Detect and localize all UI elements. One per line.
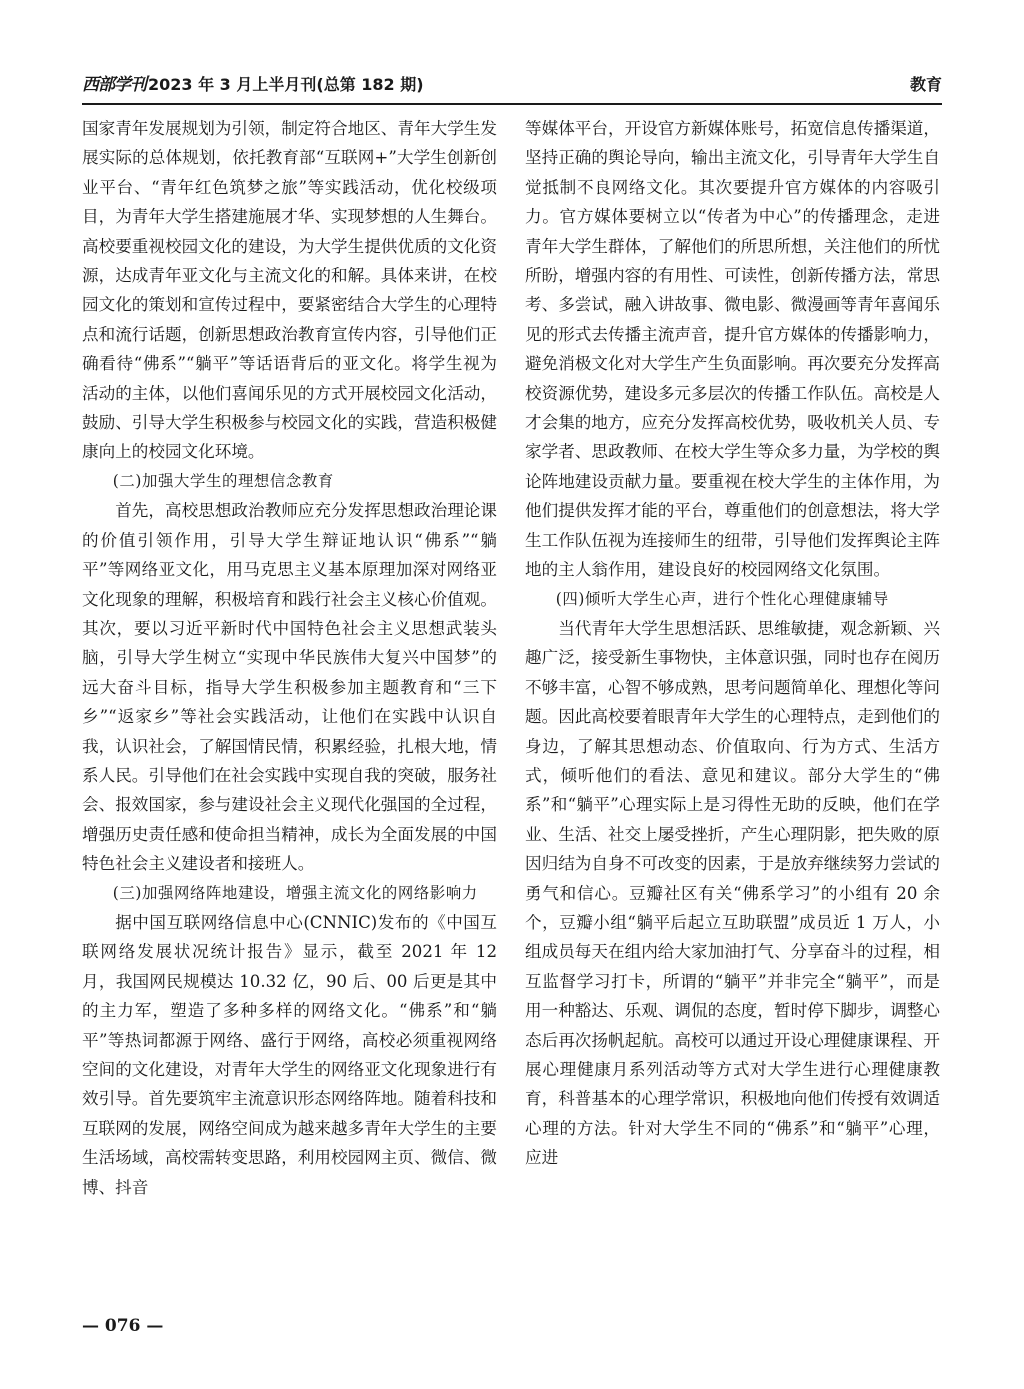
running-header: [82, 72, 942, 104]
paragraph: 等媒体平台，开设官方新媒体账号，拓宽信息传播渠道，坚持正确的舆论导向，输出主流文化，引导青年大学生自觉抵制不良网络文化。其次要提升官方媒体的内容吸引力。官方媒体要树立以“传者为中心”的传播理念，走进青年大学生群体，了解他们的所思所想，关注他们的所忧所盼，增强内容的有用性、可读性，创新传播方法，常思考、多尝试，融入讲故事、微电影、微漫画等青年喜闻乐见的形式去传播主流声音，提升官方媒体的传播影响力，避免消极文化对大学生产生负面影响。再次要充分发挥高校资源优势，建设多元多层次的传播工作队伍。高校是人才会集的地方，应充分发挥高校优势，吸收机关人员、专家学者、思政教师、在校大学生等众多力量，为学校的舆论阵地建设贡献力量。要重视在校大学生的主体作用，为他们提供发挥才能的平台，尊重他们的创意想法，将大学生工作队伍视为连接师生的纽带，引导他们发挥舆论主阵地的主人翁作用，建设良好的校园网络文化氛围。: [525, 119, 940, 580]
paragraph: 据中国互联网络信息中心(CNNIC)发布的《中国互联网络发展状况统计报告》显示，截至 2021 年 12 月，我国网民规模达 10.32 亿，90 后、00 后更是其中的主力军，塑造了多种多样的网络文化。“佛系”和“躺平”等热词都源于网络、盛行于网络，高校必须重视网络空间的文化建设，对青年大学生的网络亚文化现象进行有效引导。首先要筑牢主流意识形态网络阵地。随着科技和互联网的发展，网络空间成为越来越多青年大学生的主要生活场域，高校需转变思路，利用校园网主页、微信、微博、抖音: [82, 912, 497, 1197]
page-number: — 076 —: [82, 1316, 164, 1336]
subsection-heading: (三)加强网络阵地建设，增强主流文化的网络影响力: [112, 883, 478, 902]
paragraph: 国家青年发展规划为引领，制定符合地区、青年大学生发展实际的总体规划，依托教育部“互联网+”大学生创新创业平台、“青年红色筑梦之旅”等实践活动，优化校级项目，为青年大学生搭建施展才华、实现梦想的人生舞台。高校要重视校园文化的建设，为大学生提供优质的文化资源，达成青年亚文化与主流文化的和解。具体来讲，在校园文化的策划和宣传过程中，要紧密结合大学生的心理特点和流行话题，创新思想政治教育宣传内容，引导他们正确看待“佛系”“躺平”等话语背后的亚文化。将学生视为活动的主体，以他们喜闻乐见的方式开展校园文化活动，鼓励、引导大学生积极参与校园文化的实践，营造积极健康向上的校园文化环境。: [82, 119, 497, 462]
section-title: 教育: [909, 75, 942, 94]
journal-masthead: [82, 72, 424, 98]
header-rule: [82, 103, 942, 105]
journal-logo: 西部学刊: [82, 75, 146, 95]
subsection-heading: (四)倾听大学生心声，进行个性化心理健康辅导: [555, 589, 889, 608]
subsection-heading: (二)加强大学生的理想信念教育: [112, 471, 334, 490]
paragraph: 首先，高校思想政治教师应充分发挥思想政治理论课的价值引领作用，引导大学生辩证地认识“佛系”“躺平”等网络亚文化，用马克思主义基本原理加深对网络亚文化现象的理解，积极培育和践行社会主义核心价值观。其次，要以习近平新时代中国特色社会主义思想武装头脑，引导大学生树立“实现中华民族伟大复兴中国梦”的远大奋斗目标，指导大学生积极参加主题教育和“三下乡”“返家乡”等社会实践活动，让他们在实践中认识自我，认识社会，了解国情民情，积累经验，扎根大地，情系人民。引导他们在社会实践中实现自我的突破，服务社会、报效国家，参与建设社会主义现代化强国的全过程，增强历史责任感和使命担当精神，成长为全面发展的中国特色社会主义建设者和接班人。: [82, 501, 497, 874]
right-column: [525, 114, 940, 1173]
paragraph: 当代青年大学生思想活跃、思维敏捷，观念新颖、兴趣广泛，接受新生事物快，主体意识强，同时也存在阅历不够丰富，心智不够成熟，思考问题简单化、理想化等问题。因此高校要着眼青年大学生的心理特点，走到他们的身边，了解其思想动态、价值取向、行为方式、生活方式，倾听他们的看法、意见和建议。部分大学生的“佛系”和“躺平”心理实际上是习得性无助的反映，他们在学业、生活、社交上屡受挫折，产生心理阴影，把失败的原因归结为自身不可改变的因素，于是放弃继续努力尝试的勇气和信心。豆瓣社区有关“佛系学习”的小组有 20 余个，豆瓣小组“躺平后起立互助联盟”成员近 1 万人，小组成员每天在组内给大家加油打气、分享奋斗的过程，相互监督学习打卡，所谓的“躺平”并非完全“躺平”，而是用一种豁达、乐观、调侃的态度，暂时停下脚步，调整心态后再次扬帆起航。高校可以通过开设心理健康课程、开展心理健康月系列活动等方式对大学生进行心理健康教育，科普基本的心理学常识，积极地向他们传授有效调适心理的方法。针对大学生不同的“佛系”和“躺平”心理，应进: [525, 618, 940, 1168]
issue-info: 2023 年 3 月上半月刊(总第 182 期): [148, 75, 424, 94]
left-column: [82, 114, 497, 1202]
